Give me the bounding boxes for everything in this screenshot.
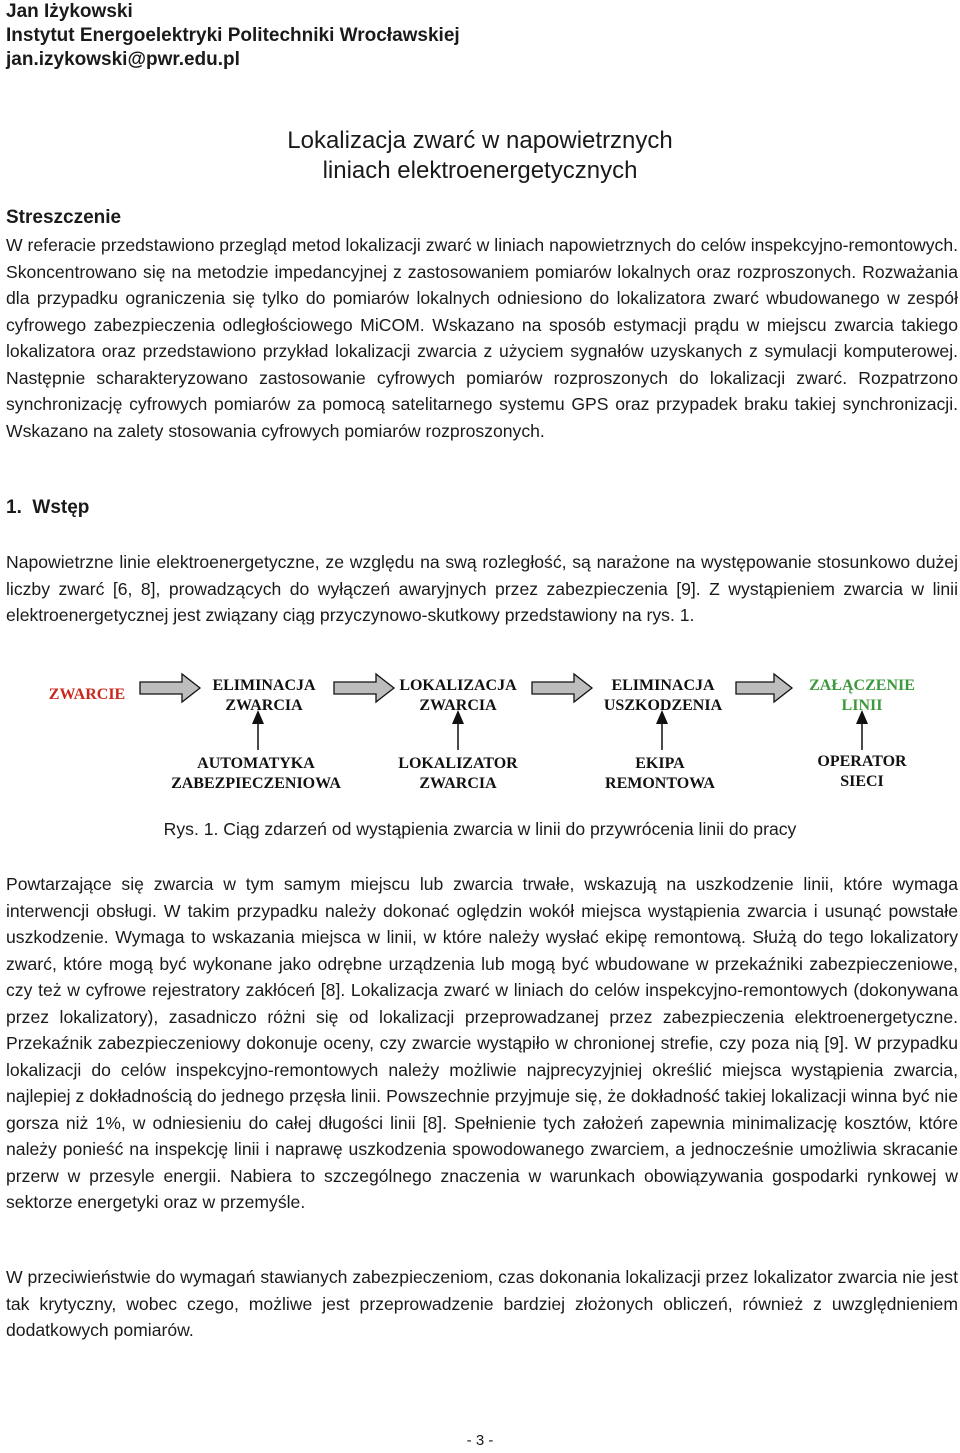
agent3-label-line2: REMONTOWA <box>605 775 715 792</box>
step2-label-line1: LOKALIZACJA <box>399 677 517 694</box>
end-label-line2: LINII <box>841 697 883 714</box>
arrow-up-4 <box>856 710 868 750</box>
paper-title-line1: Lokalizacja zwarć w napowietrznych <box>287 127 673 154</box>
body-paragraph-2: Powtarzające się zwarcia w tym samym miejscu lub zwarcia trwałe, wskazują na uszkodzenie linii, które wymaga interwencji obsługi. W takim przypadku należy dokonać oględzin wokół miejsca wystąpienia zwarcia i usunąć powstałe uszkodzenie. Wymaga to wskazania miejsca w linii, w które należy wysłać ekipę remontową. Służą do tego lokalizatory zwarć, które mogą być wykonane jako odrębne urządzenia lub mogą być wbudowane w przekaźniki zabezpieczeniowe, czy też w cyfrowe rejestratory zakłóceń [8]. Lokalizacja zwarć w liniach do celów inspekcyjno-remontowych (dokonywana przez lokalizatory), zasadniczo różni się od lokalizacji przeprowadzanej przez zabezpieczenia elektroenergetyczne. Przekaźnik zabezpieczeniowy dokonuje oceny, czy zwarcie wystąpiło w chronionej strefie, czy poza nią [9]. W przypadku lokalizacji do celów inspekcyjno-remontowych należy możliwie najprecyzyjniej określić miejsca wystąpienia zwarcia, najlepiej z dokładnością do jednego przęsła linii. Powszechnie przyjmuje się, że dokładność takiej lokalizacji winna być nie gorsza niż 1%, w odniesieniu do całej długości linii [8]. Spełnienie tych założeń zapewnia minimalizację kosztów, które należy ponieść na inspekcję linii i naprawę uszkodzenia spowodowanego zwarciem, a jednocześnie umożliwia skracanie przerw w przesyle energii. Nabiera to szczególnego znaczenia w warunkach obowiązywania gospodarki rynkowej w sektorze energetyki oraz w przemyśle. <box>6 874 958 1212</box>
author-name: Jan Iżykowski <box>6 1 133 22</box>
paper-title <box>0 126 960 186</box>
paper-title-line2: liniach elektroenergetycznych <box>322 157 638 184</box>
agent1-label-line1: AUTOMATYKA <box>197 755 315 772</box>
body-paragraph-3: W przeciwieństwie do wymagań stawianych zabezpieczeniom, czas dokonania lokalizacji przez lokalizator zwarcia nie jest tak krytyczny, wobec czego, możliwe jest przeprowadzenie bardziej złożonych obliczeń, również z uwzględnieniem dodatkowych pomiarów. <box>6 1267 958 1340</box>
section-heading: 1. Wstęp <box>6 497 90 518</box>
step3-label-line1: ELIMINACJA <box>611 677 715 694</box>
agent2-label-line1: LOKALIZATOR <box>398 755 518 772</box>
agent1-label-line2: ZABEZPIECZENIOWA <box>171 775 341 792</box>
arrow-right-1 <box>140 674 200 702</box>
agent4-label-line2: SIECI <box>840 773 884 790</box>
start-label: ZWARCIE <box>48 686 126 703</box>
page-number: - 3 - <box>466 1432 494 1449</box>
arrow-up-2 <box>452 710 464 750</box>
step2-label-line2: ZWARCIA <box>419 697 497 714</box>
step1-label-line2: ZWARCIA <box>225 697 303 714</box>
arrow-right-3 <box>532 674 592 702</box>
arrow-right-2 <box>334 674 394 702</box>
agent2-label-line2: ZWARCIA <box>419 775 497 792</box>
arrow-right-4 <box>736 674 792 702</box>
abstract-text: W referacie przedstawiono przegląd metod lokalizacji zwarć w liniach napowietrznych do celów inspekcyjno-remontowych. Skoncentrowano się na metodzie impedancyjnej z zastosowaniem pomiarów lokalnych oraz rozproszonych. Rozważania dla przypadku ograniczenia się tylko do pomiarów lokalnych odniesiono do lokalizatora zwarć wbudowanego w zespół cyfrowego zabezpieczenia odległościowego MiCOM. Wskazano na sposób estymacji prądu w miejscu zwarcia takiego lokalizatora oraz przedstawiono przykład lokalizacji zwarcia z użyciem sygnałów uzyskanych z symulacji komputerowej. Następnie scharakteryzowano zastosowanie cyfrowych pomiarów rozproszonych do lokalizacji zwarć. Rozpatrzono synchronizację cyfrowych pomiarów za pomocą satelitarnego systemu GPS oraz przypadek braku takiej synchronizacji. Wskazano na zalety stosowania cyfrowych pomiarów rozproszonych. <box>6 235 958 441</box>
figure-caption: Rys. 1. Ciąg zdarzeń od wystąpienia zwarcia w linii do przywrócenia linii do pracy <box>163 819 797 839</box>
process-diagram <box>0 668 960 808</box>
author-institute: Instytut Energoelektryki Politechniki Wrocławskiej <box>6 25 460 46</box>
step1-label-line1: ELIMINACJA <box>212 677 316 694</box>
arrow-up-3 <box>656 710 668 750</box>
arrow-up-1 <box>252 710 264 750</box>
agent3-label-line1: EKIPA <box>635 755 685 772</box>
abstract-heading: Streszczenie <box>6 207 122 228</box>
end-label-line1: ZAŁĄCZENIE <box>809 677 915 694</box>
author-email[interactable]: jan.izykowski@pwr.edu.pl <box>6 49 240 70</box>
agent4-label-line1: OPERATOR <box>817 753 907 770</box>
figure-1 <box>0 668 960 808</box>
intro-paragraph: Napowietrzne linie elektroenergetyczne, ze względu na swą rozległość, są narażone na występowanie stosunkowo dużej liczby zwarć [6, 8], prowadzących do wyłączeń awaryjnych przez zabezpieczenia [9]. Z wystąpieniem zwarcia w linii elektroenergetycznej jest związany ciąg przyczynowo-skutkowy przedstawiony na rys. 1. <box>6 552 958 625</box>
step3-label-line2: USZKODZENIA <box>603 697 723 714</box>
author-block <box>6 0 460 72</box>
